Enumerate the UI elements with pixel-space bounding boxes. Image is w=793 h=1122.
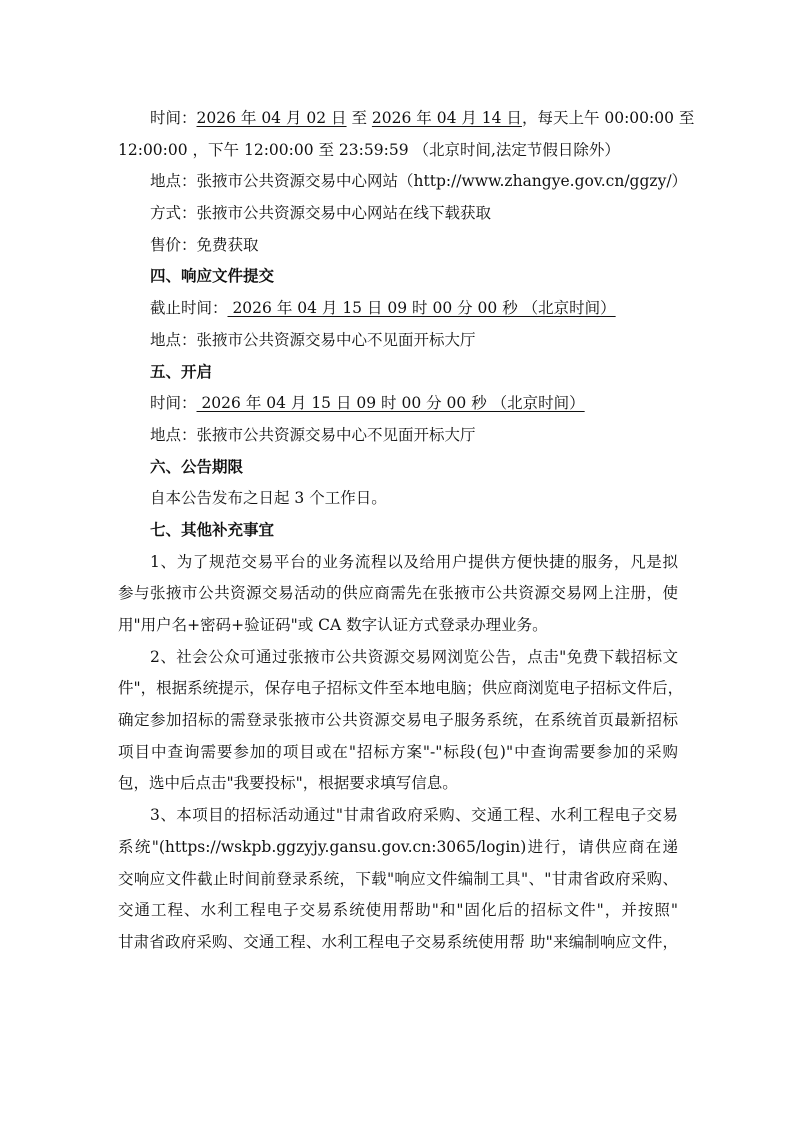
document-body	[118, 103, 695, 959]
opening-time-label: 时间：	[150, 394, 197, 413]
time-label: 时间：	[150, 109, 197, 127]
paragraph-line: 2、社会公众可通过张掖市公共资源交易网浏览公告，点击"免费下载招标文	[150, 647, 678, 666]
opening-time-line	[118, 388, 678, 420]
section-6-heading: 六、公告期限	[150, 457, 244, 476]
paragraph-line: 参与张掖市公共资源交易活动的供应商需先在张掖市公共资源交易网上注册，使	[118, 584, 678, 603]
paragraph-line: 包，选中后点击"我要投标"，根据要求填写信息。	[118, 774, 458, 793]
paragraph-line: 用"用户名+密码+验证码"或 CA 数字认证方式登录办理业务。	[118, 616, 548, 634]
time-start: 2026 年 04 月 02 日	[196, 109, 347, 127]
section-4-heading: 四、响应文件提交	[150, 267, 275, 286]
time-end: 2026 年 04 月 14 日	[371, 109, 522, 127]
time-to: 至	[346, 109, 372, 127]
opening-location: 地点：张掖市公共资源交易中心不见面开标大厅	[150, 425, 476, 444]
paragraph-line: 系统"(https://wskpb.ggzyjy.gansu.gov.cn:3065/login)进行，请供应商在递	[118, 837, 678, 856]
paragraph-line: 件"，根据系统提示，保存电子招标文件至本地电脑；供应商浏览电子招标文件后，	[118, 679, 684, 698]
acquisition-time-line-2: 12:00:00 ，下午 12:00:00 至 23:59:59 （北京时间,法定节假日除外）	[118, 140, 620, 159]
opening-time-value: 2026 年 04 月 15 日 09 时 00 分 00 秒 （北京时间）	[196, 394, 585, 413]
deadline-label: 截止时间：	[150, 299, 228, 318]
submission-deadline-line	[118, 293, 678, 325]
paragraph-line: 项目中查询需要参加的项目或在"招标方案"-"标段(包)"中查询需要参加的采购	[118, 742, 678, 761]
time-rest: ，每天上午 00:00:00 至	[521, 109, 695, 127]
announcement-period: 自本公告发布之日起 3 个工作日。	[150, 489, 387, 508]
section-5-heading: 五、开启	[150, 362, 213, 381]
paragraph-3	[118, 800, 678, 958]
submission-location: 地点：张掖市公共资源交易中心不见面开标大厅	[150, 330, 476, 349]
acquisition-time-line	[118, 103, 695, 135]
paragraph-line: 确定参加招标的需登录张掖市公共资源交易电子服务系统，在系统首页最新招标	[118, 711, 678, 730]
paragraph-line: 3、本项目的招标活动通过"甘肃省政府采购、交通工程、水利工程电子交易	[150, 806, 678, 825]
deadline-value: 2026 年 04 月 15 日 09 时 00 分 00 秒 （北京时间）	[227, 299, 616, 318]
paragraph-line: 1、为了规范交易平台的业务流程以及给用户提供方便快捷的服务，凡是拟	[150, 552, 678, 571]
acquisition-method: 方式：张掖市公共资源交易中心网站在线下载获取	[150, 204, 492, 223]
acquisition-price: 售价：免费获取	[150, 235, 259, 254]
paragraph-1	[118, 547, 678, 642]
paragraph-line: 交响应文件截止时间前登录系统，下载"响应文件编制工具"、"甘肃省政府采购、	[118, 869, 678, 888]
paragraph-2	[118, 642, 684, 800]
paragraph-line: 甘肃省政府采购、交通工程、水利工程电子交易系统使用帮 助"来编制响应文件，	[118, 932, 678, 951]
section-7-heading: 七、其他补充事宜	[150, 520, 275, 539]
paragraph-line: 交通工程、水利工程电子交易系统使用帮助"和"固化后的招标文件"，并按照"	[118, 901, 678, 920]
acquisition-location: 地点：张掖市公共资源交易中心网站（http://www.zhangye.gov.cn/ggzy/）	[150, 172, 688, 191]
